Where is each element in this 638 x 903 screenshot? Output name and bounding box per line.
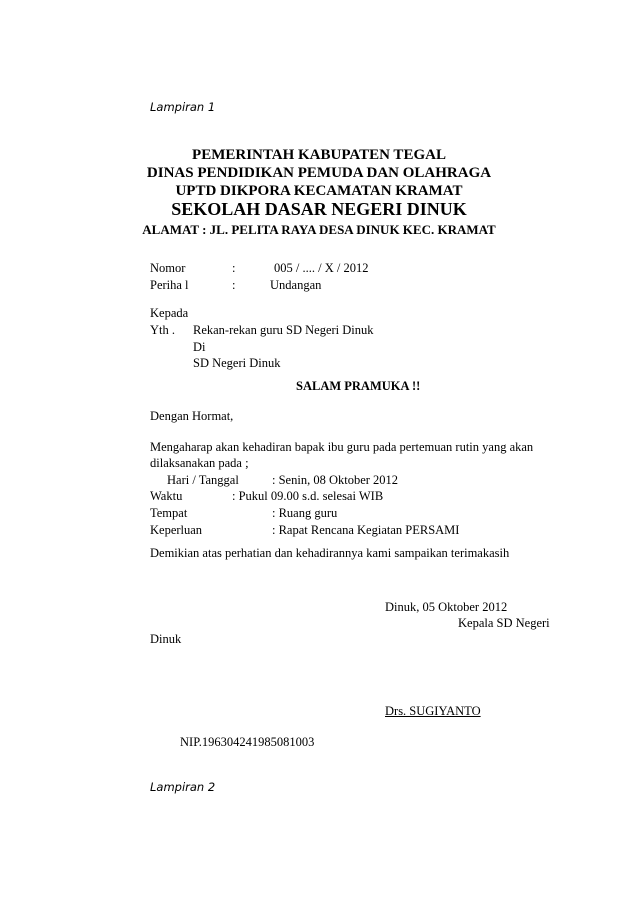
nomor-value: 005 / .... / X / 2012 (274, 261, 369, 275)
kepada-label: Kepada (150, 306, 189, 320)
hari-tanggal-value: : Senin, 08 Oktober 2012 (272, 473, 399, 487)
waktu-label: Waktu (150, 489, 183, 503)
yth-recipient: Rekan-rekan guru SD Negeri Dinuk (193, 323, 374, 337)
perihal-colon: : (232, 278, 236, 292)
letterhead-line-3: UPTD DIKPORA KECAMATAN KRAMAT (175, 183, 463, 199)
yth-label: Yth . (150, 323, 175, 337)
di-label: Di (193, 340, 206, 354)
signature-position: Kepala SD Negeri (458, 616, 550, 630)
school-address: ALAMAT : JL. PELITA RAYA DESA DINUK KEC. KRAMAT (142, 222, 496, 237)
greeting-salam-pramuka: SALAM PRAMUKA !! (296, 379, 421, 393)
recipient-place: SD Negeri Dinuk (193, 356, 281, 370)
body-line-2: dilaksanakan pada ; (150, 456, 249, 470)
closing-sentence: Demikian atas perhatian dan kehadirannya kami sampaikan terimakasih (150, 546, 510, 560)
salutation: Dengan Hormat, (150, 409, 234, 423)
tempat-value: : Ruang guru (272, 506, 338, 520)
signature-position-cont: Dinuk (150, 632, 182, 646)
perihal-label: Periha l (150, 278, 189, 292)
tempat-label: Tempat (150, 506, 188, 520)
keperluan-label: Keperluan (150, 523, 203, 537)
letterhead-line-1: PEMERINTAH KABUPATEN TEGAL (192, 147, 446, 163)
attachment-label-top: Lampiran 1 (150, 100, 216, 114)
school-name: SEKOLAH DASAR NEGERI DINUK (171, 199, 467, 219)
signer-name: Drs. SUGIYANTO (385, 704, 481, 718)
signer-nip: NIP.196304241985081003 (180, 735, 315, 749)
keperluan-value: : Rapat Rencana Kegiatan PERSAMI (272, 523, 460, 537)
nomor-colon: : (232, 261, 236, 275)
hari-tanggal-label: Hari / Tanggal (167, 473, 239, 487)
waktu-value: : Pukul 09.00 s.d. selesai WIB (232, 489, 384, 503)
attachment-label-bottom: Lampiran 2 (150, 780, 216, 794)
body-line-1: Mengaharap akan kehadiran bapak ibu guru pada pertemuan rutin yang akan (150, 440, 534, 454)
letterhead-line-2: DINAS PENDIDIKAN PEMUDA DAN OLAHRAGA (146, 165, 492, 181)
nomor-label: Nomor (150, 261, 186, 275)
perihal-value: Undangan (270, 278, 322, 292)
signature-place-date: Dinuk, 05 Oktober 2012 (385, 600, 508, 614)
